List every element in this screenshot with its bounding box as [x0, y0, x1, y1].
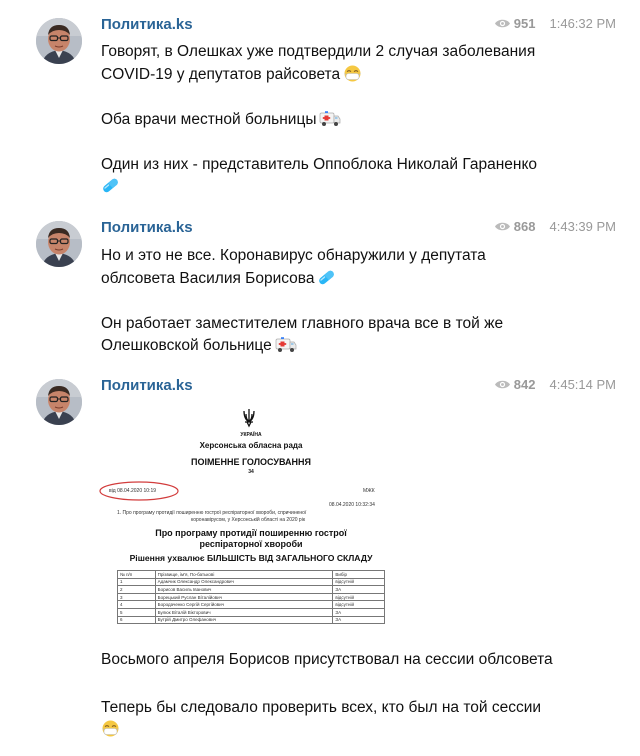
table-row: [118, 586, 385, 594]
doc-timestamp: 08.04.2020 10:32:34: [329, 502, 375, 508]
eye-icon: [494, 18, 511, 29]
avatar[interactable]: [36, 221, 82, 267]
red-circle-highlight: [98, 480, 180, 502]
table-row: [118, 593, 385, 601]
view-count: 951: [513, 16, 536, 31]
attached-document-image[interactable]: [101, 395, 401, 623]
post-meta: [494, 377, 616, 392]
text-line: Оба врачи местной больницы: [101, 110, 317, 128]
doc-heading: Про програму протидії поширенню гострої: [155, 528, 347, 538]
table-row: [118, 616, 385, 624]
table-cell: 2: [118, 586, 156, 594]
trident-emblem-icon: [242, 407, 256, 429]
doc-item-line: 1. Про програму протидії поширенню гострої респіраторної хвороби, спричиненої: [117, 510, 307, 516]
post-time: 4:43:39 PM: [549, 219, 616, 234]
text-line: Восьмого апреля Борисов присутствовал на сессии облсовета: [101, 651, 553, 668]
doc-vote-code: МЖК: [363, 488, 375, 494]
table-cell: ЗА: [333, 586, 385, 594]
text-line: облсовета Василия Борисова: [101, 269, 315, 287]
table-cell: ЗА: [333, 608, 385, 616]
table-cell: Адамчик Олександр Олександрович: [155, 578, 333, 586]
doc-item-line: коронавірусом, у Херсонській області на 2020 рік: [191, 517, 306, 523]
text-line: Один из них - представитель Оппоблока Николай Гараненко: [101, 155, 538, 173]
doc-council: Херсонська обласна рада: [199, 441, 303, 450]
doc-number: 34: [248, 469, 254, 475]
table-row: [118, 601, 385, 609]
channel-name[interactable]: Политика.ks: [101, 377, 193, 394]
table-row: [118, 608, 385, 616]
vote-table: [117, 570, 385, 624]
doc-heading: респіраторної хвороби: [199, 539, 303, 549]
pill-emoji-icon: [317, 269, 336, 286]
doc-country: УКРАЇНА: [240, 432, 262, 438]
table-cell: Булюк Віталій Вікторович: [155, 608, 333, 616]
doc-date: від 08.04.2020 10:19: [109, 488, 156, 494]
table-cell: відсутній: [333, 578, 385, 586]
table-row: [118, 578, 385, 586]
table-cell: Бородаченко Сергій Сергійович: [155, 601, 333, 609]
text-line: Олешковской больнице: [101, 337, 272, 354]
table-cell: 6: [118, 616, 156, 624]
table-cell: 3: [118, 593, 156, 601]
table-cell: ЗА: [333, 616, 385, 624]
post-meta: [494, 219, 616, 234]
column-header: № п/п: [118, 571, 156, 579]
table-cell: відсутній: [333, 593, 385, 601]
text-line: Теперь бы следовало проверить всех, кто был на той сессии: [101, 698, 542, 716]
table-cell: Борисов Василь Іванович: [155, 586, 333, 594]
pill-emoji-icon: [101, 177, 120, 194]
doc-title: ПОІМЕННЕ ГОЛОСУВАННЯ: [190, 457, 312, 467]
table-cell: відсутній: [333, 601, 385, 609]
table-cell: Бутрій Дмитро Олефанович: [155, 616, 333, 624]
post-time: 1:46:32 PM: [549, 16, 616, 31]
avatar[interactable]: [36, 379, 82, 425]
post-meta: [494, 16, 616, 31]
eye-icon: [494, 379, 511, 390]
view-count: 842: [513, 377, 536, 392]
column-header: Вибір: [333, 571, 385, 579]
text-line: COVID-19 у депутатов райсовета: [101, 65, 341, 83]
post-time: 4:45:14 PM: [549, 377, 616, 392]
ambulance-emoji-icon: [275, 336, 297, 353]
doc-decision: Рішення ухвалює БІЛЬШІСТЬ ВІД ЗАГАЛЬНОГО СКЛАДУ: [129, 553, 373, 563]
table-cell: 1: [118, 578, 156, 586]
medical-mask-emoji-icon: [101, 720, 120, 737]
message-text: [101, 245, 611, 358]
message-text: [101, 41, 611, 199]
column-header: Прізвище, ім'я, По-батькові: [155, 571, 333, 579]
text-line: Но и это не все. Коронавирус обнаружили у депутата: [101, 247, 486, 264]
medical-mask-emoji-icon: [343, 65, 362, 82]
table-cell: Борецький Руслан Віталійович: [155, 593, 333, 601]
text-line: Говорят, в Олешках уже подтвердили 2 случая заболевания: [101, 43, 536, 60]
view-count: 868: [513, 219, 536, 234]
table-header-row: [118, 571, 385, 579]
text-line: Он работает заместителем главного врача все в той же: [101, 314, 504, 332]
channel-name[interactable]: Политика.ks: [101, 219, 193, 236]
table-cell: 5: [118, 608, 156, 616]
ambulance-emoji-icon: [319, 110, 341, 127]
eye-icon: [494, 221, 511, 232]
channel-name[interactable]: Политика.ks: [101, 16, 193, 33]
table-cell: 4: [118, 601, 156, 609]
avatar[interactable]: [36, 18, 82, 64]
message-text: [101, 649, 611, 742]
